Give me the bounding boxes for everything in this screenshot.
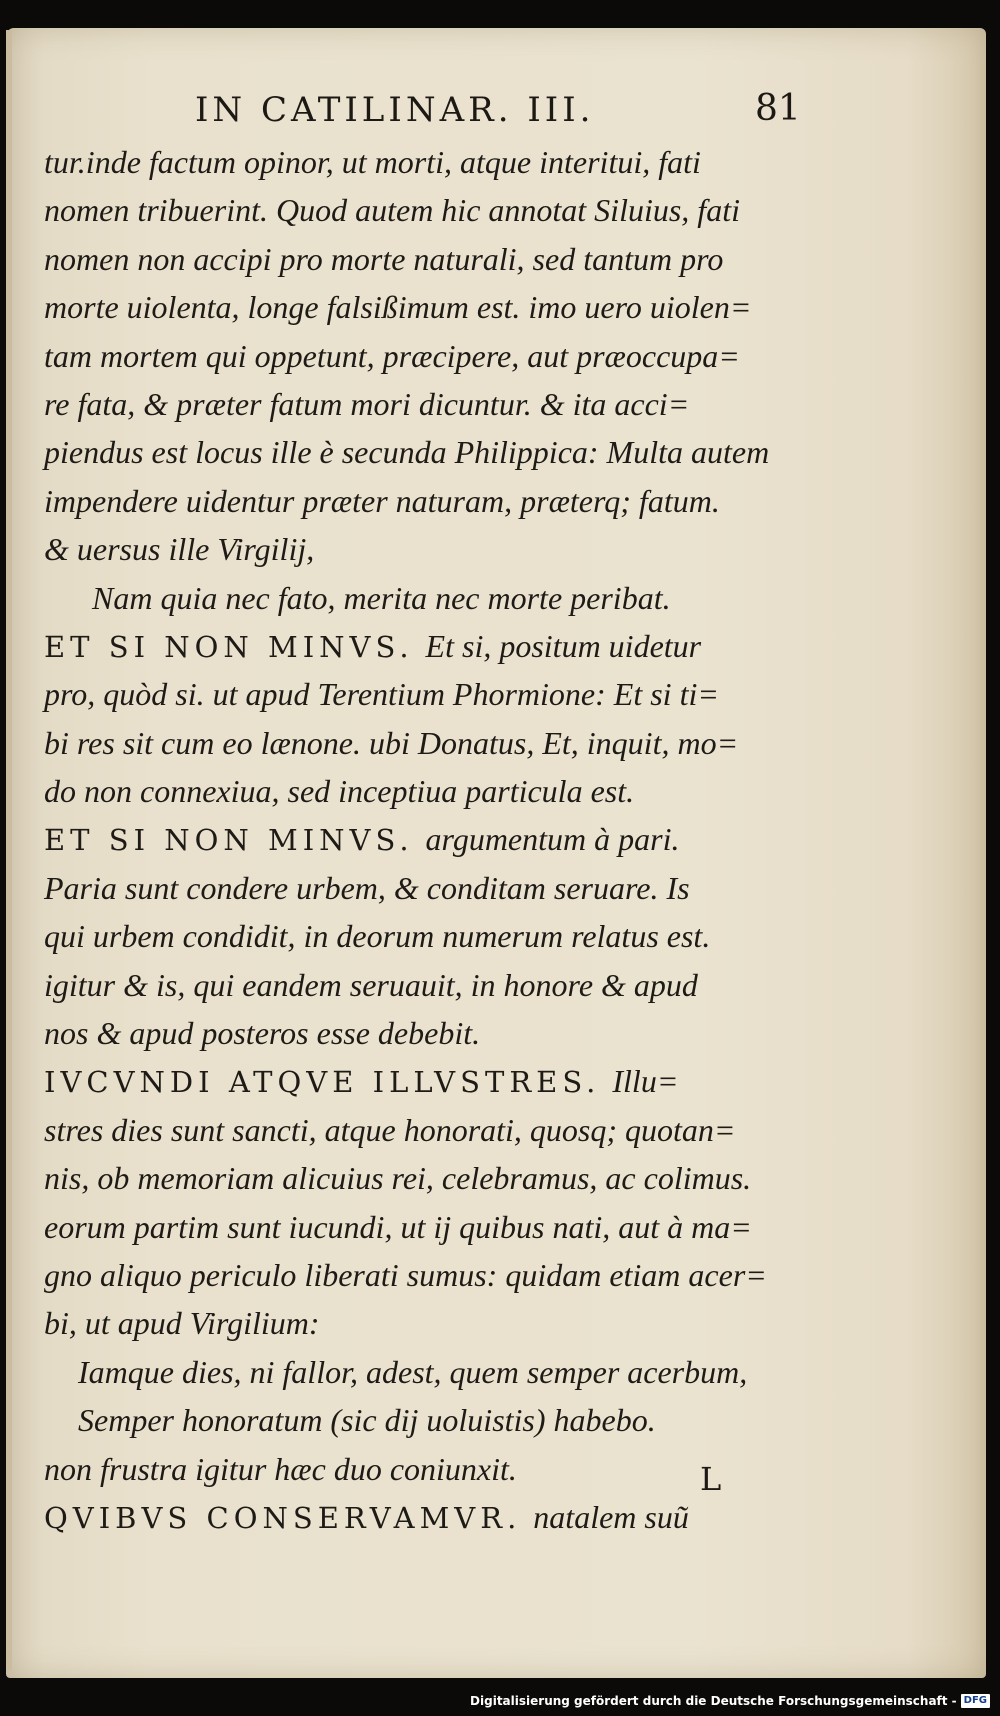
lemma: ET SI NON MINVS. bbox=[44, 629, 414, 664]
lemma-line: QVIBVS CONSERVAMVR. natalem suũ bbox=[44, 1498, 689, 1535]
text-line: qui urbem condidit, in deorum numerum relatus est. bbox=[44, 918, 711, 955]
text-line: gno aliquo periculo liberati sumus: quidam etiam acer= bbox=[44, 1256, 767, 1293]
lemma: IVCVNDI ATQVE ILLVSTRES. bbox=[44, 1065, 601, 1100]
text-line: nis, ob memoriam alicuius rei, celebramus, ac colimus. bbox=[44, 1160, 752, 1197]
folio-number: 81 bbox=[755, 88, 801, 129]
text-line: impendere uidentur præter naturam, præterq; fatum. bbox=[44, 482, 720, 519]
credit-text: Digitalisierung gefördert durch die Deutsche Forschungsgemeinschaft - bbox=[470, 1694, 957, 1708]
text-line: igitur & is, qui eandem seruauit, in honore & apud bbox=[44, 966, 698, 1003]
lemma: QVIBVS CONSERVAMVR. bbox=[44, 1500, 522, 1535]
text-line: Paria sunt condere urbem, & conditam seruare. Is bbox=[44, 869, 690, 906]
text-line: non frustra igitur hæc duo coniunxit. bbox=[44, 1450, 517, 1487]
text-line: bi, ut apud Virgilium: bbox=[44, 1305, 320, 1342]
text-line: piendus est locus ille è secunda Philippica: Multa autem bbox=[44, 434, 770, 471]
text-line: morte uiolenta, longe falsißimum est. imo uero uiolen= bbox=[44, 289, 752, 326]
signature-mark: L bbox=[700, 1460, 722, 1498]
text-line: do non connexiua, sed inceptiua particula est. bbox=[44, 773, 635, 810]
verse-line: Nam quia nec fato, merita nec morte peribat. bbox=[92, 579, 671, 616]
lemma-line: IVCVNDI ATQVE ILLVSTRES. Illu= bbox=[44, 1063, 679, 1100]
page-edge bbox=[6, 30, 12, 1670]
dfg-logo: DFG bbox=[961, 1694, 990, 1708]
text-line: tur.inde factum opinor, ut morti, atque interitui, fati bbox=[44, 144, 701, 180]
text-line: bi res sit cum eo lænone. ubi Donatus, Et, inquit, mo= bbox=[44, 724, 739, 761]
text-line: nomen tribuerint. Quod autem hic annotat Siluius, fati bbox=[44, 192, 740, 229]
text-line: pro, quòd si. ut apud Terentium Phormione: Et si ti= bbox=[44, 676, 719, 713]
lemma-line: ET SI NON MINVS. argumentum à pari. bbox=[44, 821, 680, 858]
lemma: ET SI NON MINVS. bbox=[44, 823, 414, 858]
text-line: stres dies sunt sancti, atque honorati, quosq; quotan= bbox=[44, 1111, 736, 1148]
text-line: & uersus ille Virgilij, bbox=[44, 531, 315, 568]
text-line: eorum partim sunt iucundi, ut ij quibus nati, aut à ma= bbox=[44, 1208, 752, 1245]
text-line: re fata, & præter fatum mori dicuntur. & ita acci= bbox=[44, 385, 690, 422]
verse-line: Semper honoratum (sic dij uoluistis) habebo. bbox=[78, 1402, 656, 1439]
body-text bbox=[44, 138, 844, 1541]
running-header: IN CATILINAR. III. bbox=[195, 90, 595, 130]
text-line: tam mortem qui oppetunt, præcipere, aut præoccupa= bbox=[44, 337, 740, 374]
lemma-line: ET SI NON MINVS. Et si, positum uidetur bbox=[44, 627, 702, 664]
digitization-credit bbox=[470, 1694, 990, 1708]
verse-line: Iamque dies, ni fallor, adest, quem semper acerbum, bbox=[78, 1353, 748, 1390]
text-line: nomen non accipi pro morte naturali, sed tantum pro bbox=[44, 240, 724, 277]
text-line: nos & apud posteros esse debebit. bbox=[44, 1015, 481, 1052]
